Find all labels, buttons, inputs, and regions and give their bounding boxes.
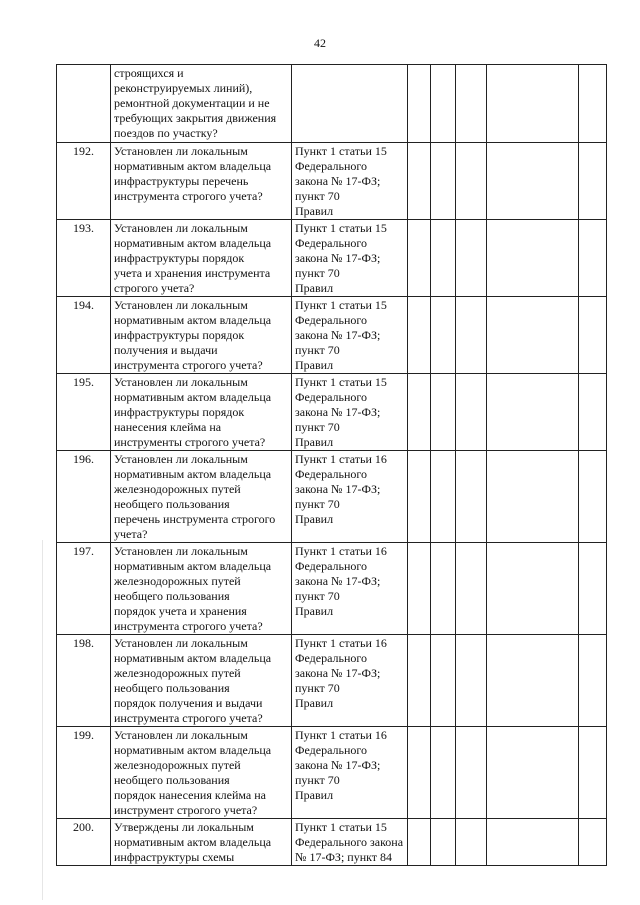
answer-cell (431, 374, 456, 451)
row-number: 200. (57, 819, 111, 866)
answer-cell (487, 451, 579, 543)
answer-cell (579, 635, 607, 727)
answer-cell (408, 451, 431, 543)
legal-reference: Пункт 1 статьи 15 Федерального закона № 17-ФЗ; пункт 70 Правил (292, 220, 408, 297)
legal-reference: Пункт 1 статьи 15 Федерального закона № 17-ФЗ; пункт 70 Правил (292, 374, 408, 451)
answer-cell (579, 451, 607, 543)
answer-cell (456, 819, 487, 866)
answer-cell (487, 143, 579, 220)
answer-cell (579, 374, 607, 451)
row-number: 192. (57, 143, 111, 220)
answer-cell (579, 65, 607, 143)
answer-cell (431, 819, 456, 866)
answer-cell (431, 635, 456, 727)
answer-cell (456, 635, 487, 727)
page-number: 42 (314, 36, 326, 50)
legal-reference (292, 65, 408, 143)
answer-cell (487, 374, 579, 451)
answer-cell (408, 143, 431, 220)
table-row (57, 220, 607, 297)
question-text: Установлен ли локальным нормативным актом владельца железнодорожных путей необщего пользования перечень инструмента строгого учета? (111, 451, 292, 543)
legal-reference: Пункт 1 статьи 16 Федерального закона № 17-ФЗ; пункт 70 Правил (292, 543, 408, 635)
row-number: 197. (57, 543, 111, 635)
answer-cell (431, 727, 456, 819)
scan-edge-mark (42, 540, 43, 900)
answer-cell (456, 374, 487, 451)
answer-cell (456, 727, 487, 819)
answer-cell (579, 727, 607, 819)
table-row (57, 635, 607, 727)
row-number (57, 65, 111, 143)
row-number: 193. (57, 220, 111, 297)
answer-cell (579, 297, 607, 374)
answer-cell (487, 543, 579, 635)
answer-cell (408, 635, 431, 727)
legal-reference: Пункт 1 статьи 16 Федерального закона № 17-ФЗ; пункт 70 Правил (292, 727, 408, 819)
answer-cell (456, 143, 487, 220)
answer-cell (408, 819, 431, 866)
row-number: 195. (57, 374, 111, 451)
answer-cell (487, 65, 579, 143)
answer-cell (456, 543, 487, 635)
row-number: 194. (57, 297, 111, 374)
table-row (57, 819, 607, 866)
table-row (57, 143, 607, 220)
answer-cell (487, 220, 579, 297)
answer-cell (579, 543, 607, 635)
row-number: 196. (57, 451, 111, 543)
question-text: Установлен ли локальным нормативным актом владельца железнодорожных путей необщего пользования порядок учета и хранения инструмента строгого учета? (111, 543, 292, 635)
question-text: строящихся и реконструируемых линий), ремонтной документации и не требующих закрытия движения поездов по участку? (111, 65, 292, 143)
table-row (57, 451, 607, 543)
answer-cell (487, 297, 579, 374)
answer-cell (431, 220, 456, 297)
legal-reference: Пункт 1 статьи 15 Федерального закона № 17-ФЗ; пункт 70 Правил (292, 143, 408, 220)
answer-cell (408, 65, 431, 143)
answer-cell (431, 65, 456, 143)
answer-cell (408, 543, 431, 635)
checklist-table (56, 64, 607, 866)
question-text: Утверждены ли локальным нормативным актом владельца инфраструктуры схемы (111, 819, 292, 866)
answer-cell (579, 819, 607, 866)
legal-reference: Пункт 1 статьи 15 Федерального закона № 17-ФЗ; пункт 84 (292, 819, 408, 866)
table-row (57, 297, 607, 374)
legal-reference: Пункт 1 статьи 16 Федерального закона № 17-ФЗ; пункт 70 Правил (292, 451, 408, 543)
answer-cell (408, 727, 431, 819)
legal-reference: Пункт 1 статьи 15 Федерального закона № 17-ФЗ; пункт 70 Правил (292, 297, 408, 374)
table-row (57, 65, 607, 143)
answer-cell (431, 451, 456, 543)
question-text: Установлен ли локальным нормативным актом владельца железнодорожных путей необщего пользования порядок нанесения клейма на инструмент строгого учета? (111, 727, 292, 819)
answer-cell (408, 374, 431, 451)
answer-cell (456, 65, 487, 143)
question-text: Установлен ли локальным нормативным актом владельца железнодорожных путей необщего пользования порядок получения и выдачи инструмента строгого учета? (111, 635, 292, 727)
answer-cell (579, 220, 607, 297)
answer-cell (431, 143, 456, 220)
question-text: Установлен ли локальным нормативным актом владельца инфраструктуры перечень инструмента строгого учета? (111, 143, 292, 220)
table-row (57, 374, 607, 451)
row-number: 198. (57, 635, 111, 727)
answer-cell (408, 220, 431, 297)
answer-cell (456, 220, 487, 297)
answer-cell (487, 819, 579, 866)
table-row (57, 727, 607, 819)
answer-cell (487, 635, 579, 727)
answer-cell (408, 297, 431, 374)
answer-cell (431, 543, 456, 635)
answer-cell (431, 297, 456, 374)
answer-cell (487, 727, 579, 819)
row-number: 199. (57, 727, 111, 819)
question-text: Установлен ли локальным нормативным актом владельца инфраструктуры порядок получения и выдачи инструмента строгого учета? (111, 297, 292, 374)
answer-cell (579, 143, 607, 220)
answer-cell (456, 451, 487, 543)
table-row (57, 543, 607, 635)
question-text: Установлен ли локальным нормативным актом владельца инфраструктуры порядок нанесения клейма на инструменты строгого учета? (111, 374, 292, 451)
legal-reference: Пункт 1 статьи 16 Федерального закона № 17-ФЗ; пункт 70 Правил (292, 635, 408, 727)
answer-cell (456, 297, 487, 374)
question-text: Установлен ли локальным нормативным актом владельца инфраструктуры порядок учета и хранения инструмента строгого учета? (111, 220, 292, 297)
